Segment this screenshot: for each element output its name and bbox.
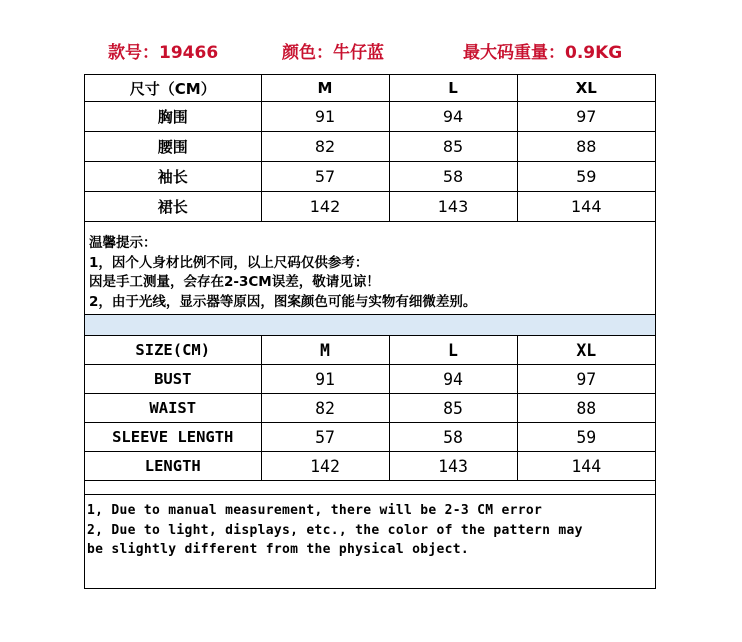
- column-header-size: 尺寸（CM）: [85, 75, 261, 102]
- cell-value: 144: [517, 452, 655, 481]
- cell-value: 144: [517, 192, 655, 222]
- note-line: 2，由于光线，显示器等原因，图案颜色可能与实物有细微差别。: [89, 293, 477, 310]
- column-header-m: M: [261, 75, 389, 102]
- table-row: [85, 132, 655, 162]
- table-row: [85, 394, 655, 423]
- table-row: [85, 452, 655, 481]
- notes-cn: [85, 222, 655, 315]
- cell-value: 97: [517, 102, 655, 132]
- cell-value: 91: [261, 365, 389, 394]
- size-table-en: [85, 336, 655, 481]
- cell-value: 59: [517, 423, 655, 452]
- cell-value: 143: [389, 452, 517, 481]
- max-size-weight: 最大码重量：0.9KG: [463, 43, 623, 63]
- row-label: 胸围: [85, 102, 261, 132]
- cell-value: 94: [389, 102, 517, 132]
- separator-band: [85, 315, 655, 336]
- row-label: 裙长: [85, 192, 261, 222]
- note-line: 因是手工测量，会存在2-3CM误差，敬请见谅！: [89, 274, 380, 290]
- cell-value: 82: [261, 394, 389, 423]
- cell-value: 94: [389, 365, 517, 394]
- column-header-l: L: [389, 75, 517, 102]
- cell-value: 142: [261, 452, 389, 481]
- cell-value: 58: [389, 162, 517, 192]
- cell-value: 143: [389, 192, 517, 222]
- cell-value: 82: [261, 132, 389, 162]
- table-row: [85, 102, 655, 132]
- cell-value: 85: [389, 394, 517, 423]
- cell-value: 85: [389, 132, 517, 162]
- product-color: 颜色：牛仔蓝: [282, 43, 384, 63]
- size-chart: [84, 74, 656, 589]
- cell-value: 142: [261, 192, 389, 222]
- column-header-xl: XL: [517, 75, 655, 102]
- note-line: 温馨提示：: [89, 235, 157, 251]
- table-row: [85, 423, 655, 452]
- note-line: 2, Due to light, displays, etc., the color of the pattern may: [87, 522, 583, 538]
- cell-value: 88: [517, 394, 655, 423]
- column-header-m: M: [261, 336, 389, 365]
- row-label: LENGTH: [85, 452, 261, 481]
- notes-en: [85, 495, 655, 589]
- size-table-cn: [85, 75, 655, 222]
- table-header-row: [85, 75, 655, 102]
- table-row: [85, 365, 655, 394]
- spacer-row: [85, 481, 655, 495]
- table-row: [85, 162, 655, 192]
- cell-value: 88: [517, 132, 655, 162]
- style-number: 款号：19466: [108, 43, 219, 63]
- note-line: 1, Due to manual measurement, there will be 2-3 CM error: [87, 503, 543, 518]
- cell-value: 57: [261, 423, 389, 452]
- cell-value: 59: [517, 162, 655, 192]
- column-header-xl: XL: [517, 336, 655, 365]
- table-header-row: [85, 336, 655, 365]
- column-header-l: L: [389, 336, 517, 365]
- row-label: BUST: [85, 365, 261, 394]
- product-header: [0, 38, 742, 66]
- column-header-size: SIZE(CM): [85, 336, 261, 365]
- note-line: be slightly different from the physical object.: [87, 542, 469, 557]
- row-label: 袖长: [85, 162, 261, 192]
- cell-value: 58: [389, 423, 517, 452]
- cell-value: 57: [261, 162, 389, 192]
- cell-value: 97: [517, 365, 655, 394]
- table-row: [85, 192, 655, 222]
- row-label: 腰围: [85, 132, 261, 162]
- note-line: 1，因个人身材比例不同，以上尺码仅供参考：: [89, 254, 369, 271]
- row-label: WAIST: [85, 394, 261, 423]
- cell-value: 91: [261, 102, 389, 132]
- row-label: SLEEVE LENGTH: [85, 423, 261, 452]
